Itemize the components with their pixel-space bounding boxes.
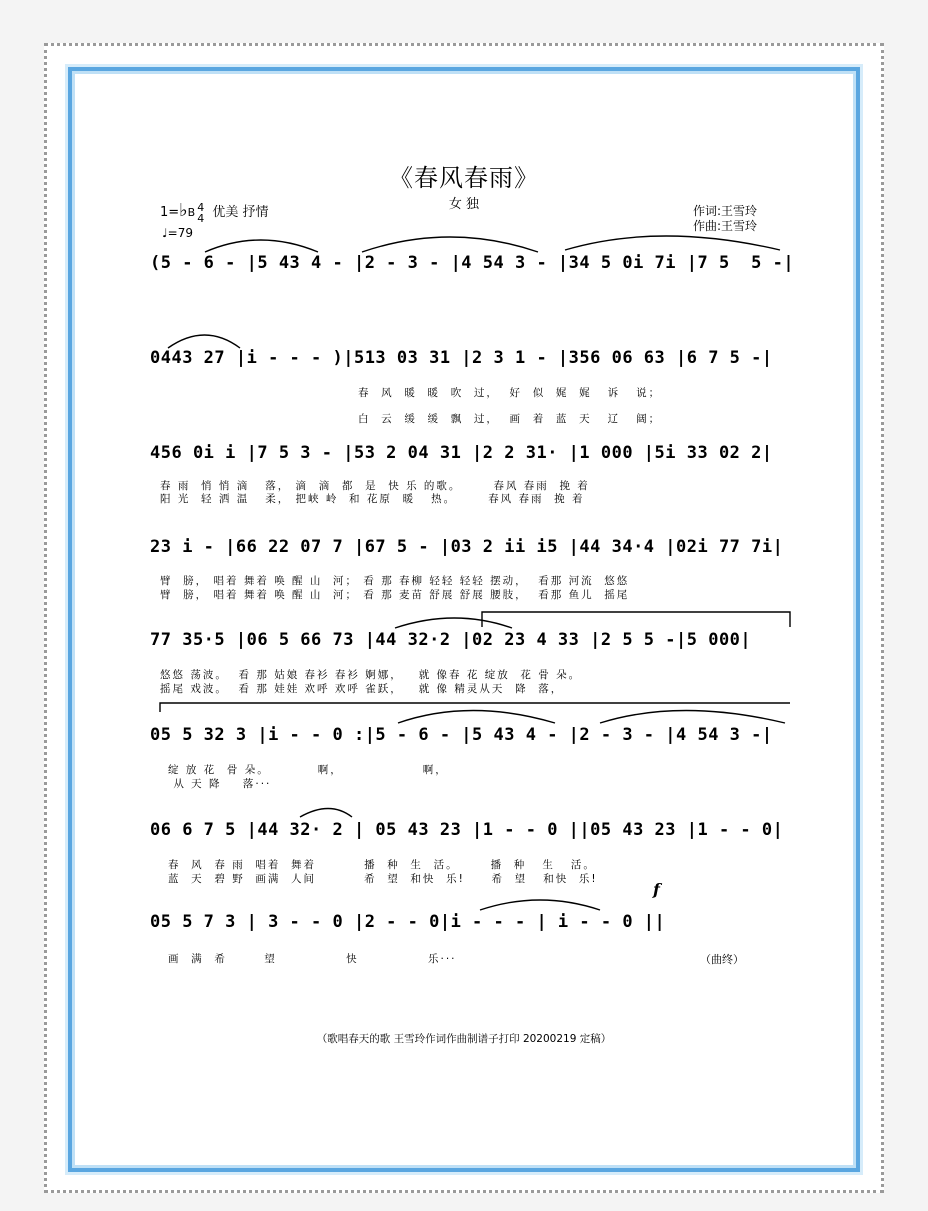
- slur-icon: [398, 711, 555, 724]
- flat-icon: ♭: [179, 200, 188, 221]
- notation-row: 23 i - |66 22 07 7 |67 5 - |03 2 ii i5 |44 34·4 |02i 77 7i|: [150, 537, 784, 557]
- notation-row: 05 5 32 3 |i - - 0 :|5 - 6 - |5 43 4 - |2 - 3 - |4 54 3 -|: [150, 725, 773, 745]
- notation-row: 0443 27 |i - - - )|513 03 31 |2 3 1 - |356 06 63 |6 7 5 -|: [150, 348, 773, 368]
- volta-line: [482, 612, 790, 627]
- style-marking: 优美 抒情: [212, 205, 269, 220]
- slur-icon: [168, 335, 240, 348]
- song-title: 《春风春雨》: [389, 164, 539, 192]
- key-note: B: [187, 206, 196, 219]
- notation-row: (5 - 6 - |5 43 4 - |2 - 3 - |4 54 3 - |34 5 0i 7i |7 5 5 -|: [150, 253, 795, 273]
- notation-row: 06 6 7 5 |44 32· 2 | 05 43 23 |1 - - 0 ||05 43 23 |1 - - 0|: [150, 820, 784, 840]
- tempo-marking: ♩=79: [162, 226, 193, 240]
- song-subtitle: 女 独: [448, 197, 480, 212]
- beats-bottom: 4: [197, 211, 205, 225]
- lyrics-line: 悠悠 荡波。 看 那 姑娘 春衫 春衫 婀娜， 就 像春 花 绽放 花 骨 朵。: [160, 669, 582, 681]
- notation-row: 77 35·5 |06 5 66 73 |44 32·2 |02 23 4 33 |2 5 5 -|5 000|: [150, 630, 752, 650]
- slur-icon: [300, 809, 352, 818]
- slur-icon: [480, 900, 600, 910]
- notation-row: 05 5 7 3 | 3 - - 0 |2 - - 0|i - - - | i - - 0 ||: [150, 912, 666, 932]
- slur-icon: [362, 237, 538, 252]
- slur-icon: [600, 711, 785, 724]
- slur-icon: [395, 618, 512, 628]
- lyrics-line: 画 满 希 望 快 乐···: [168, 953, 457, 965]
- lyrics-line: 从 天 降 落···: [168, 778, 272, 790]
- composer: 作曲:王雪玲: [693, 219, 758, 233]
- lyricist: 作词:王雪玲: [693, 204, 758, 218]
- key-prefix: 1=: [160, 205, 180, 220]
- lyrics-line: 春 雨 悄 悄 滴 落， 滴 滴 都 是 快 乐 的歌。 春风 春雨 挽 着: [160, 480, 590, 492]
- end-mark: （曲终）: [700, 953, 744, 966]
- dynamic-mark: f: [653, 880, 660, 899]
- lyrics-line: 蓝 天 碧 野 画满 人间 希 望 和快 乐! 希 望 和快 乐!: [168, 873, 598, 885]
- notation-row: 456 0i i |7 5 3 - |53 2 04 31 |2 2 31· |1 000 |5i 33 02 2|: [150, 443, 773, 463]
- lyrics-line: 白 云 缓 缓 飘 过， 画 着 蓝 天 辽 阔；: [358, 413, 662, 425]
- lyrics-line: 阳 光 轻 洒 温 柔， 把峡 岭 和 花原 暖 热。 春风 春雨 挽 着: [160, 493, 585, 505]
- lyrics-line: 摇尾 戏波。 看 那 娃娃 欢呼 欢呼 雀跃， 就 像 精灵从天 降 落，: [160, 683, 564, 695]
- lyrics-line: 春 风 春 雨 唱着 舞着 播 种 生 活。 播 种 生 活。: [168, 859, 596, 871]
- lyrics-line: 臂 膀， 唱着 舞着 唤 醒 山 河； 看 那 春柳 轻轻 轻轻 摆动， 看那 河流 悠悠: [160, 575, 630, 587]
- lyrics-line: 臂 膀， 唱着 舞着 唤 醒 山 河； 看 那 麦苗 舒展 舒展 腰肢， 看那 鱼儿 摇尾: [160, 589, 630, 601]
- footer-note: （歌唱春天的歌 王雪玲作词作曲制谱子打印 20200219 定稿）: [316, 1033, 612, 1045]
- slur-icon: [565, 236, 780, 250]
- beats-top: 4: [197, 200, 205, 214]
- lyrics-line: 绽 放 花 骨 朵。 啊， 啊，: [168, 764, 448, 776]
- slur-icon: [205, 240, 318, 252]
- lyrics-line: 春 风 暖 暖 吹 过， 好 似 娓 娓 诉 说；: [358, 387, 662, 399]
